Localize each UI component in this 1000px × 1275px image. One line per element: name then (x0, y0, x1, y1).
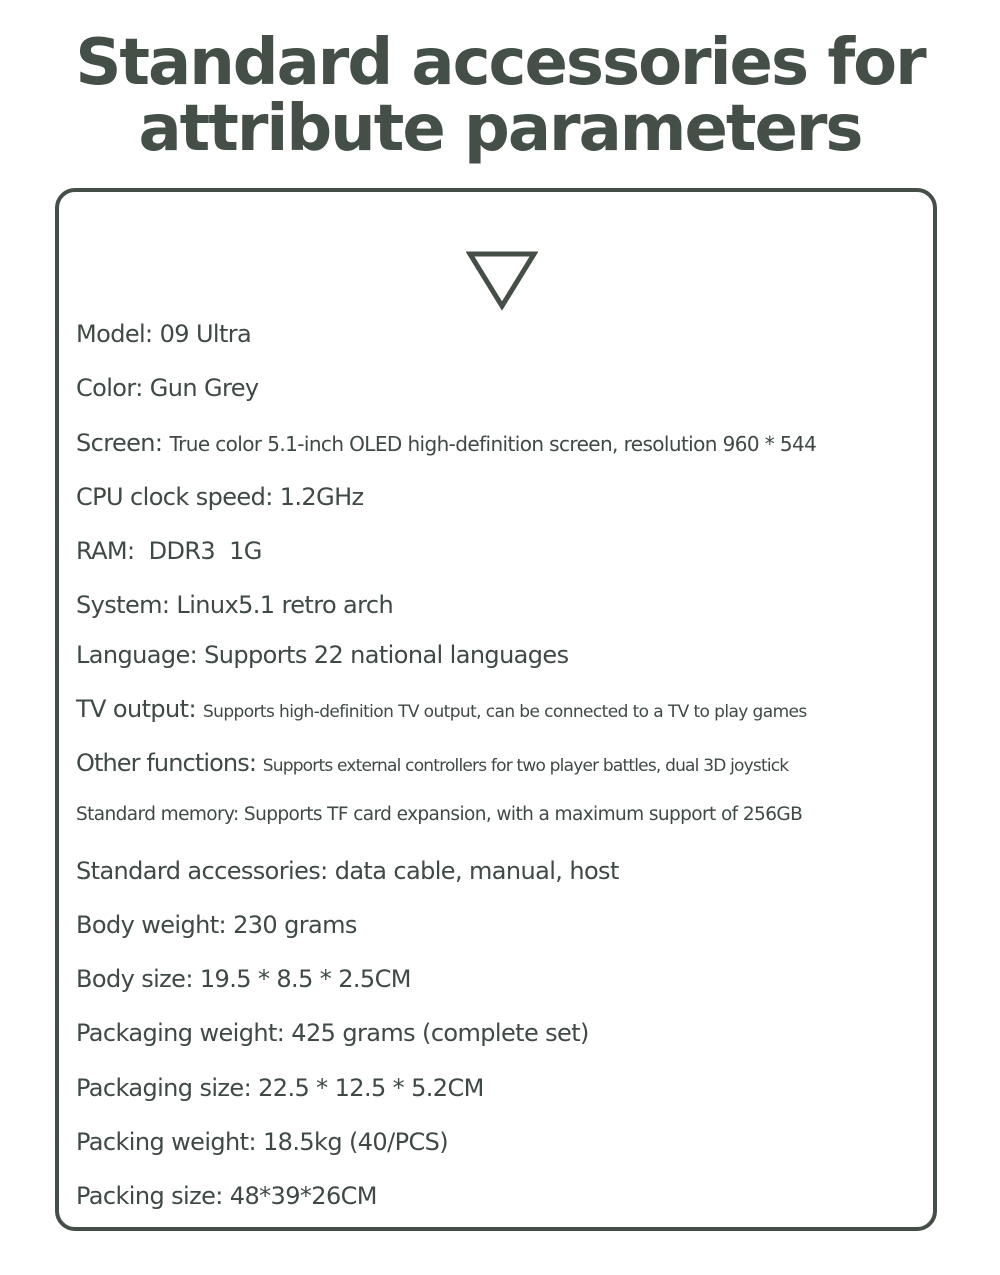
spec-value: DDR3 1G (148, 537, 262, 565)
spec-row-tv-output (76, 694, 807, 727)
spec-label: Other functions: (76, 749, 263, 777)
spec-row-system (76, 590, 393, 620)
spec-value: 18.5kg (40/PCS) (262, 1128, 449, 1156)
spec-value: Gun Grey (149, 374, 259, 402)
spec-label: TV output: (76, 695, 203, 723)
spec-value: 1.2GHz (279, 483, 364, 511)
spec-label: Language: (76, 641, 205, 669)
spec-row-packing-weight (76, 1127, 448, 1157)
spec-row-packaging-size (76, 1073, 484, 1103)
spec-row-language (76, 640, 569, 670)
spec-value: Supports external controllers for two player battles, dual 3D joystick (262, 756, 789, 776)
spec-label: Packaging weight: (76, 1019, 292, 1047)
spec-label: System: (76, 591, 177, 619)
page-title-line-2: attribute parameters (138, 92, 862, 166)
spec-row-ram (76, 536, 262, 566)
spec-label: Body weight: (76, 911, 234, 939)
page-title (0, 26, 1000, 166)
spec-row-other-functions (76, 748, 788, 781)
spec-value: Supports TF card expansion, with a maximum support of 256GB (243, 804, 803, 825)
spec-row-body-size (76, 964, 411, 994)
spec-value: 22.5 * 12.5 * 5.2CM (258, 1074, 484, 1102)
spec-value: Supports 22 national languages (204, 641, 569, 669)
spec-value: 230 grams (233, 911, 357, 939)
spec-row-cpu (76, 482, 364, 512)
spec-value: 09 Ultra (159, 320, 252, 348)
spec-row-packaging-weight (76, 1018, 589, 1048)
spec-value: 48*39*26CM (229, 1182, 377, 1210)
spec-label: Body size: (76, 965, 200, 993)
spec-value: Linux5.1 retro arch (176, 591, 394, 619)
spec-row-model (76, 319, 251, 349)
page-title-line-1: Standard accessories for (75, 26, 925, 100)
spec-label: Packing size: (76, 1182, 230, 1210)
spec-value: Supports high-definition TV output, can be connected to a TV to play games (202, 702, 807, 722)
spec-row-screen (76, 428, 816, 459)
spec-label: Standard accessories: (76, 857, 335, 885)
spec-label: CPU clock speed: (76, 483, 280, 511)
spec-label: Model: (76, 320, 160, 348)
spec-value: data cable, manual, host (334, 857, 619, 885)
spec-row-packing-size (76, 1181, 377, 1211)
spec-row-color (76, 373, 259, 403)
spec-label: Standard memory: (76, 804, 244, 825)
spec-label: Screen: (76, 429, 170, 457)
spec-row-body-weight (76, 910, 357, 940)
spec-row-standard-accessories (76, 856, 619, 886)
down-triangle-outline-icon (466, 250, 538, 312)
spec-label: Packaging size: (76, 1074, 259, 1102)
spec-label: RAM: (76, 537, 149, 565)
spec-value: 19.5 * 8.5 * 2.5CM (199, 965, 411, 993)
spec-label: Packing weight: (76, 1128, 263, 1156)
spec-label: Color: (76, 374, 150, 402)
spec-row-standard-memory (76, 800, 802, 830)
spec-value: True color 5.1-inch OLED high-definition screen, resolution 960 * 544 (169, 432, 817, 456)
spec-value: 425 grams (complete set) (291, 1019, 589, 1047)
